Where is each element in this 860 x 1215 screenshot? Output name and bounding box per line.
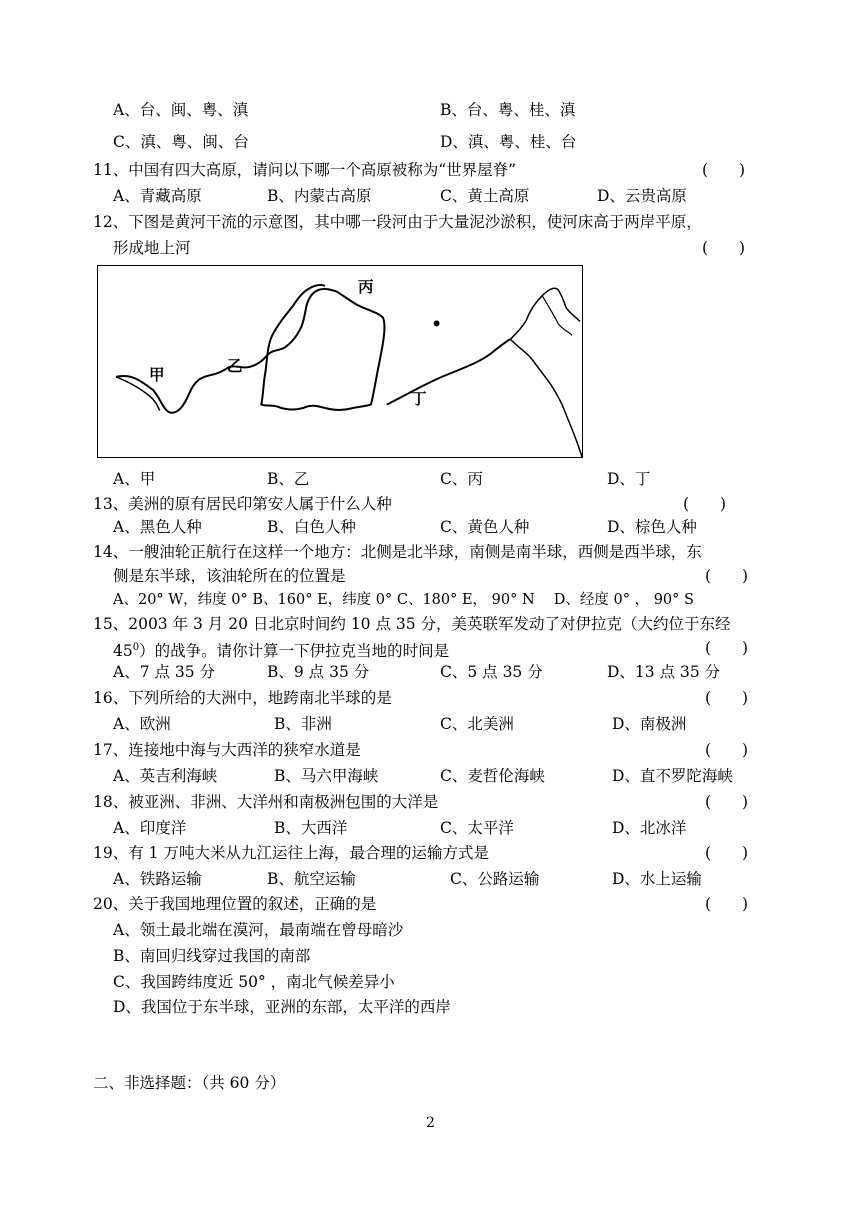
q16-option-b: B、非洲	[274, 715, 332, 733]
q12-option-d: D、丁	[607, 470, 651, 488]
q18-stem: 18、被亚洲、非洲、大洋州和南极洲包围的大洋是	[93, 793, 439, 811]
q17-option-c: C、麦哲伦海峡	[440, 767, 545, 785]
q18-option-d: D、北冰洋	[612, 819, 687, 837]
q20-option-b: B、南回归线穿过我国的南部	[113, 947, 311, 965]
q11-option-b: B、内蒙古高原	[267, 187, 372, 205]
q17-option-b: B、马六甲海峡	[274, 767, 379, 785]
q12-answer-bracket: ( )	[702, 239, 746, 257]
q15-option-a: A、7 点 35 分	[113, 663, 216, 681]
beijing-dot	[434, 320, 440, 326]
q10-option-c: C、滇、粤、闽、台	[113, 133, 249, 151]
q13-option-a: A、黑色人种	[113, 518, 202, 536]
q20-option-c: C、我国跨纬度近 50° ，南北气候差异小	[113, 973, 395, 991]
q17-stem: 17、连接地中海与大西洋的狭窄水道是	[93, 741, 361, 759]
q15-option-b: B、9 点 35 分	[267, 663, 370, 681]
q12-stem-line1: 12、下图是黄河干流的示意图，其中哪一段河由于大量泥沙淤积，使河床高于两岸平原，	[93, 213, 702, 231]
q13-stem: 13、美洲的原有居民印第安人属于什么人种	[93, 495, 392, 513]
q18-option-a: A、印度洋	[113, 819, 187, 837]
q14-stem-line2: 侧是东半球，该油轮所在的位置是	[113, 567, 346, 585]
q17-option-d: D、直不罗陀海峡	[612, 767, 733, 785]
q19-option-b: B、航空运输	[267, 870, 356, 888]
map-label-ding: 丁	[411, 389, 427, 408]
q12-option-a: A、甲	[113, 470, 156, 488]
map-label-bing: 丙	[358, 277, 374, 296]
q18-option-b: B、大西洋	[274, 819, 348, 837]
q11-stem: 11、中国有四大高原，请问以下哪一个高原被称为“世界屋脊”	[93, 161, 517, 179]
q11-option-d: D、云贵高原	[597, 187, 687, 205]
q20-stem: 20、关于我国地理位置的叙述，正确的是	[93, 895, 377, 913]
q14-stem-line1: 14、一艘油轮正航行在这样一个地方：北侧是北半球，南侧是南半球，西侧是西半球，东	[93, 543, 702, 561]
q19-option-a: A、铁路运输	[113, 870, 202, 888]
q19-option-d: D、水上运输	[612, 870, 702, 888]
yellow-river-course	[116, 285, 385, 413]
q15-stem-line2: $45^0$）的战争。请你计算一下伊拉克当地的时间是	[113, 642, 450, 661]
q16-option-d: D、南极洲	[612, 715, 687, 733]
q10-option-b: B、台、粤、桂、滇	[440, 101, 576, 119]
q13-option-b: B、白色人种	[267, 518, 356, 536]
page-number: 2	[426, 1115, 435, 1131]
q18-option-c: C、太平洋	[440, 819, 514, 837]
q19-stem: 19、有 1 万吨大米从九江运往上海，最合理的运输方式是	[93, 844, 489, 862]
q20-answer-bracket: ( )	[705, 895, 749, 913]
q11-answer-bracket: ( )	[702, 161, 746, 179]
q15-option-d: D、13 点 35 分	[607, 663, 721, 681]
q13-option-c: C、黄色人种	[440, 518, 530, 536]
q17-option-a: A、英吉利海峡	[113, 767, 218, 785]
q18-answer-bracket: ( )	[705, 793, 749, 811]
q16-option-c: C、北美洲	[440, 715, 514, 733]
q16-stem: 16、下列所给的大洲中，地跨南北半球的是	[93, 689, 392, 707]
q14-options: A、20° W，纬度 0° B、160° E，纬度 0° C、180° E， 90° N D、经度 0° ， 90° S	[113, 592, 694, 608]
q16-option-a: A、欧洲	[113, 715, 171, 733]
q10-option-a: A、台、闽、粤、滇	[113, 101, 249, 119]
q13-answer-bracket: ( )	[683, 495, 727, 513]
q17-answer-bracket: ( )	[705, 741, 749, 759]
q11-option-a: A、青藏高原	[113, 187, 202, 205]
q12-stem-line2: 形成地上河	[113, 239, 191, 257]
q13-option-d: D、棕色人种	[607, 518, 697, 536]
q12-option-c: C、丙	[440, 470, 483, 488]
q12-option-b: B、乙	[267, 470, 310, 488]
q16-answer-bracket: ( )	[705, 689, 749, 707]
section-2-heading: 二、非选择题：（共 60 分）	[93, 1074, 286, 1092]
map-label-yi: 乙	[227, 356, 243, 375]
q15-answer-bracket: ( )	[705, 639, 749, 657]
q20-option-a: A、领土最北端在漠河，最南端在曾母暗沙	[113, 921, 404, 939]
q20-option-d: D、我国位于东半球，亚洲的东部，太平洋的西岸	[113, 998, 451, 1016]
q10-option-d: D、滇、粤、桂、台	[440, 133, 577, 151]
q14-answer-bracket: ( )	[705, 567, 749, 585]
q15-option-c: C、5 点 35 分	[440, 663, 543, 681]
q15-stem-line1: 15、2003 年 3 月 20 日北京时间约 10 点 35 分，美英联军发动了对伊拉克（大约位于东经	[93, 615, 731, 633]
map-label-jia: 甲	[149, 365, 165, 384]
q19-option-c: C、公路运输	[450, 870, 540, 888]
q19-answer-bracket: ( )	[705, 844, 749, 862]
q11-option-c: C、黄土高原	[440, 187, 530, 205]
yellow-river-map	[97, 265, 583, 458]
